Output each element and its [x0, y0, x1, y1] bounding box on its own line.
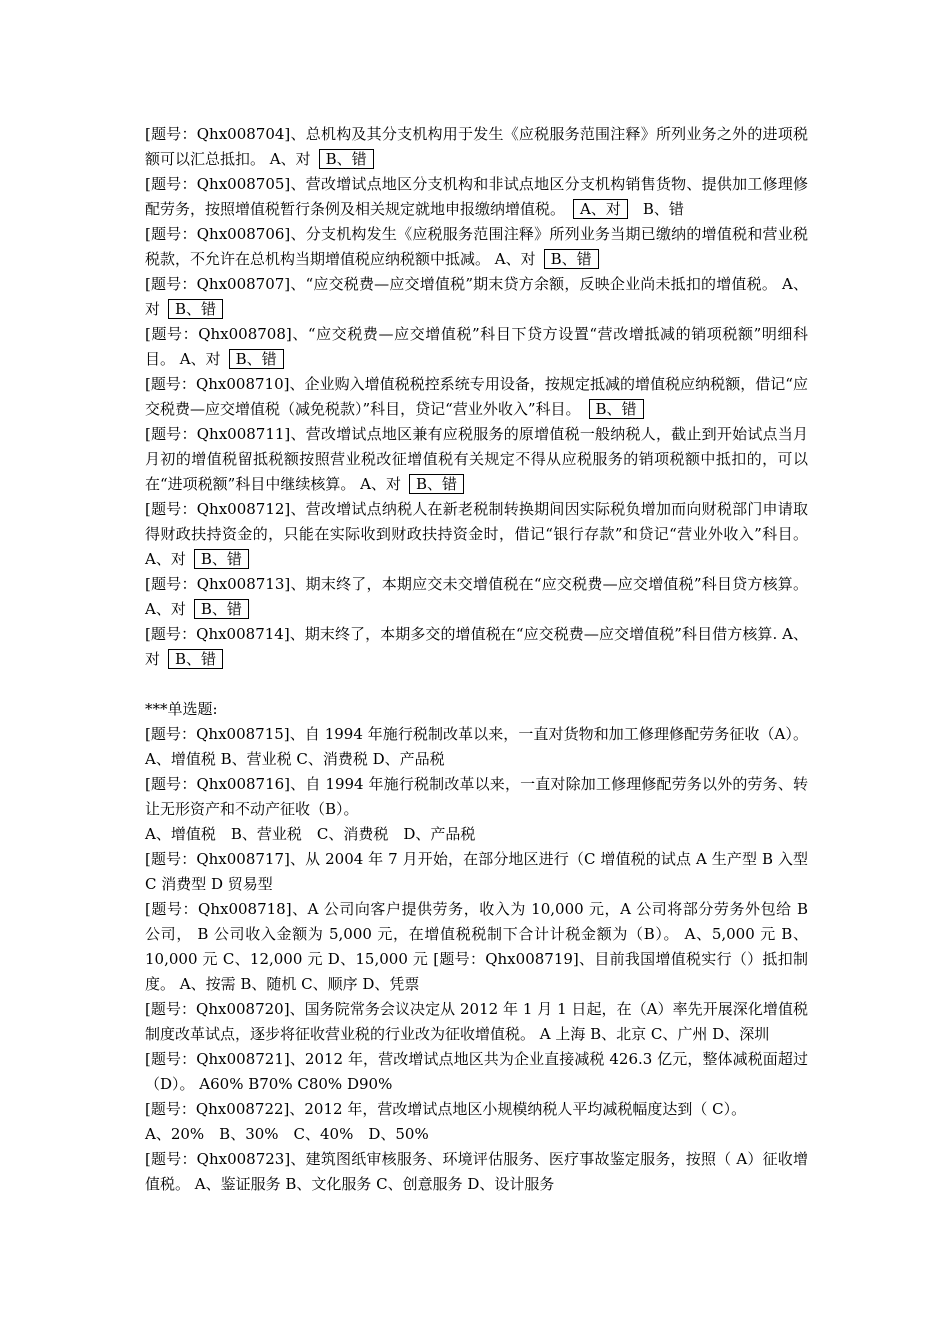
tf-question-8: [题号：Qhx008712]、营改增试点纳税人在新老税制转换期间因实际税负增加而向财税部门申请取得财政扶持资金的，只能在实际收到财政扶持资金时，借记“银行存款”和贷记“营业外收入”科目。 A、对 B、错 — [145, 500, 808, 568]
tf-question-5: [题号：Qhx008708]、“应交税费—应交增值税”科目下贷方设置“营改增抵减的销项税额”明细科目。 A、对 B、错 — [145, 325, 808, 368]
answer-box: B、错 — [409, 474, 464, 494]
tf-question-4: [题号：Qhx008707]、“应交税费—应交增值税”期末贷方余额，反映企业尚未抵扣的增值税。 A、对 B、错 — [145, 275, 808, 318]
mc-paragraph-7: [题号：Qhx008721]、2012 年，营改增试点地区共为企业直接减税 426.3 亿元，整体减税面超过（D）。 A60% B70% C80% D90% — [145, 1050, 808, 1093]
answer-box: B、错 — [194, 599, 249, 619]
tf-question-2: [题号：Qhx008705]、营改增试点地区分支机构和非试点地区分支机构销售货物、提供加工修理修配劳务，按照增值税暂行条例及相关规定就地申报缴纳增值税。 A、对 B、错 — [145, 175, 808, 218]
mc-paragraph-6: [题号：Qhx008720]、国务院常务会议决定从 2012 年 1 月 1 日起，在（A）率先开展深化增值税制度改革试点，逐步将征收营业税的行业改为征收增值税。 A 上海 B、北京 C、广州 D、深圳 — [145, 1000, 808, 1043]
answer-box: B、错 — [168, 649, 223, 669]
tf-question-3: [题号：Qhx008706]、分支机构发生《应税服务范围注释》所列业务当期已缴纳的增值税和营业税税款，不允许在总机构当期增值税应纳税额中抵减。 A、对 B、错 — [145, 225, 808, 268]
answer-box: B、错 — [168, 299, 223, 319]
blank-line — [145, 672, 808, 697]
mc-paragraph-4: [题号：Qhx008717]、从 2004 年 7 月开始，在部分地区进行（C 增值税的试点 A 生产型 B 入型 C 消费型 D 贸易型 — [145, 850, 808, 893]
answer-box: B、错 — [319, 149, 374, 169]
mc-paragraph-8: [题号：Qhx008722]、2012 年，营改增试点地区小规模纳税人平均减税幅度达到（ C）。 — [145, 1100, 747, 1118]
mc-paragraph-2: [题号：Qhx008716]、自 1994 年施行税制改革以来，一直对除加工修理修配劳务以外的劳务、转让无形资产和不动产征收（B）。 — [145, 775, 808, 818]
answer-box: B、错 — [544, 249, 599, 269]
answer-box: B、错 — [194, 549, 249, 569]
mc-paragraph-3: A、增值税 B、营业税 C、消费税 D、产品税 — [145, 825, 476, 843]
tf-question-7: [题号：Qhx008711]、营改增试点地区兼有应税服务的原增值税一般纳税人，截止到开始试点当月月初的增值税留抵税额按照营业税改征增值税有关规定不得从应税服务的销项税额中抵扣的，可以在“进项税额”科目中继续核算。 A、对 B、错 — [145, 425, 808, 493]
mc-paragraph-5: [题号：Qhx008718]、A 公司向客户提供劳务，收入为 10,000 元，A 公司将部分劳务外包给 B 公司， B 公司收入金额为 5,000 元，在增值税税制下合计计税金额为（B）。 A、5,000 元 B、10,000 元 C、12,000 元 D、15,000 元 [题号：Qhx008719]、目前我国增值税实行（）抵扣制度。 A、按需 B、随机 C、顺序 D、凭票 — [145, 900, 808, 993]
section-title: ***单选题: — [145, 700, 218, 718]
mc-paragraph-9: A、20% B、30% C、40% D、50% — [145, 1125, 429, 1143]
tf-question-1: [题号：Qhx008704]、总机构及其分支机构用于发生《应税服务范围注释》所列业务之外的进项税额可以汇总抵扣。 A、对 B、错 — [145, 125, 808, 168]
tf-question-6: [题号：Qhx008710]、企业购入增值税税控系统专用设备，按规定抵减的增值税应纳税额，借记“应交税费—应交增值税（减免税款）”科目，贷记“营业外收入”科目。 B、错 — [145, 375, 808, 418]
mc-paragraph-1: [题号：Qhx008715]、自 1994 年施行税制改革以来，一直对货物和加工修理修配劳务征收（A）。 A、增值税 B、营业税 C、消费税 D、产品税 — [145, 725, 808, 768]
mc-paragraph-10: [题号：Qhx008723]、建筑图纸审核服务、环境评估服务、医疗事故鉴定服务，按照（ A）征收增值税。 A、鉴证服务 B、文化服务 C、创意服务 D、设计服务 — [145, 1150, 808, 1193]
tf-question-9: [题号：Qhx008713]、期末终了，本期应交未交增值税在“应交税费—应交增值税”科目贷方核算。 A、对 B、错 — [145, 575, 808, 618]
answer-box: B、错 — [229, 349, 284, 369]
tf-question-10: [题号：Qhx008714]、期末终了，本期多交的增值税在“应交税费—应交增值税”科目借方核算. A、对 B、错 — [145, 625, 808, 668]
answer-box: A、对 — [573, 199, 628, 219]
document-page — [145, 122, 808, 1197]
answer-box: B、错 — [589, 399, 644, 419]
